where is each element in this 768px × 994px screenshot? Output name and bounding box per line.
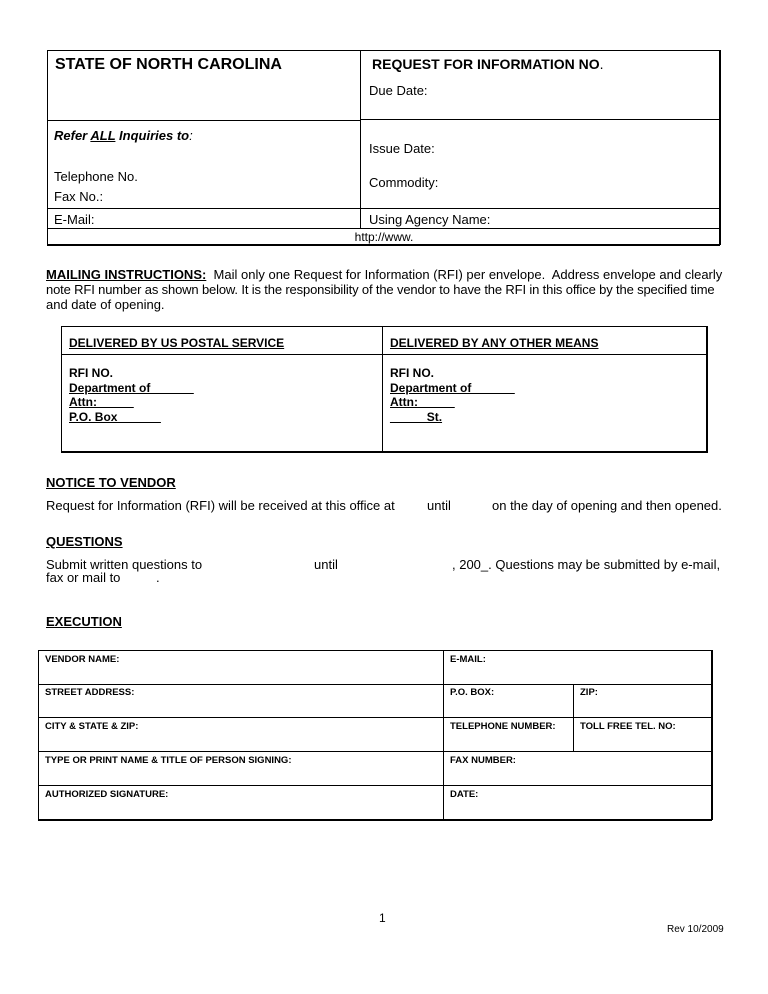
postal-service-heading: DELIVERED BY US POSTAL SERVICE	[69, 336, 285, 350]
print-name-field[interactable]: TYPE OR PRINT NAME & TITLE OF PERSON SIGNING:	[45, 755, 292, 766]
notice-text-part3: on the day of opening and then opened.	[492, 498, 722, 513]
notice-text-part1: Request for Information (RFI) will be received at this office at	[46, 498, 395, 513]
fax-label: Fax No.:	[54, 189, 104, 204]
agency-name-label: Using Agency Name:	[369, 212, 491, 227]
issue-date-label: Issue Date:	[369, 141, 435, 156]
other-means-heading: DELIVERED BY ANY OTHER MEANS	[390, 336, 599, 350]
questions-text-line2b: .	[156, 570, 160, 585]
questions-text-line2a: fax or mail to	[46, 570, 121, 585]
other-address-block: RFI NO. Department of ______ Attn: _____ _____ St.	[390, 366, 515, 424]
date-field[interactable]: DATE:	[450, 789, 479, 800]
commodity-label: Commodity:	[369, 175, 439, 190]
authorized-signature-field[interactable]: AUTHORIZED SIGNATURE:	[45, 789, 169, 800]
fax-number-field[interactable]: FAX NUMBER:	[450, 755, 516, 766]
zip-field[interactable]: ZIP:	[580, 687, 598, 698]
page-number: 1	[379, 911, 386, 925]
execution-heading: EXECUTION	[46, 614, 122, 629]
street-address-field[interactable]: STREET ADDRESS:	[45, 687, 135, 698]
postal-address-block: RFI NO. Department of ______ Attn: _____ P.O. Box ______	[69, 366, 194, 424]
revision-label: Rev 10/2009	[667, 924, 724, 935]
email-label: E-Mail:	[54, 212, 95, 227]
questions-heading: QUESTIONS	[46, 534, 123, 549]
po-box-field[interactable]: P.O. BOX:	[450, 687, 495, 698]
refer-inquiries-label: Refer ALL Inquiries to:	[54, 128, 193, 143]
questions-text-part2: until	[314, 557, 338, 572]
vendor-name-field[interactable]: VENDOR NAME:	[45, 654, 120, 665]
notice-text-part2: until	[427, 498, 451, 513]
agency-url: http://www.	[354, 230, 414, 244]
telephone-number-field[interactable]: TELEPHONE NUMBER:	[450, 721, 556, 732]
due-date-label: Due Date:	[369, 83, 428, 98]
state-title: STATE OF NORTH CAROLINA	[55, 56, 282, 73]
mailing-instructions: MAILING INSTRUCTIONS: Mail only one Request for Information (RFI) per envelope. Address envelope and clearly note RFI number as shown below. It is the responsibility of the vendor to have the RFI in this office by the specified time and date of opening.	[46, 267, 723, 312]
telephone-label: Telephone No.	[54, 169, 138, 184]
rfi-number-label: REQUEST FOR INFORMATION NO.	[372, 56, 604, 72]
toll-free-field[interactable]: TOLL FREE TEL. NO:	[580, 721, 676, 732]
notice-heading: NOTICE TO VENDOR	[46, 475, 176, 490]
city-state-zip-field[interactable]: CITY & STATE & ZIP:	[45, 721, 139, 732]
questions-text-part1: Submit written questions to	[46, 557, 203, 572]
mailing-instructions-heading: MAILING INSTRUCTIONS:	[46, 267, 207, 282]
email-field[interactable]: E-MAIL:	[450, 654, 486, 665]
questions-text-part3: , 200_. Questions may be submitted by e-mail,	[452, 557, 721, 572]
